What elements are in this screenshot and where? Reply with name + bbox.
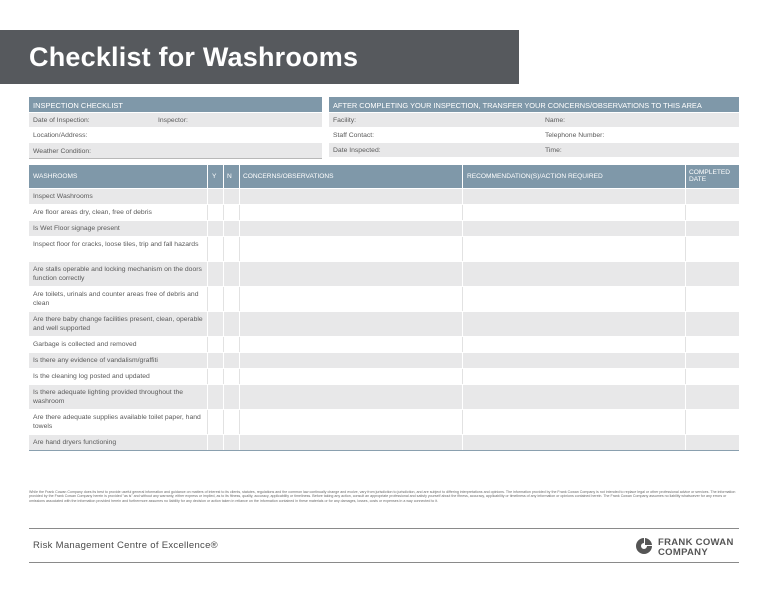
table-row bbox=[29, 262, 739, 286]
table-row bbox=[29, 221, 739, 236]
washrooms-table-header bbox=[29, 165, 739, 188]
frank-cowan-logo-text bbox=[658, 538, 734, 558]
risk-management-label: Risk Management Centre of Excellence® bbox=[33, 540, 218, 551]
checklist-item-label: Are toilets, urinals and counter areas free of debris and clean bbox=[33, 291, 199, 307]
checklist-item-label: Garbage is collected and removed bbox=[33, 341, 137, 348]
col-yes: Y bbox=[212, 173, 217, 180]
info-row-date-inspected bbox=[329, 143, 739, 157]
disclaimer-text: While the Frank Cowan Company does its best to provide useful general information and guidance on matters of interest to its clients, statutes, regulations and the common law continually change and evolve, vary from jurisdiction to jurisdiction, and are subject to differing interpretations and opinions. The information provided by the Frank Cowan Company is not intended to replace legal or other professional advice or services. The information provided by the Frank Cowan Company herein is provided "as is" and without any warranty, either express or implied, as to its fitness, quality, accuracy, applicability or timeliness. Before taking any action, consult an appropriate professional and satisfy yourself about the fitness, accuracy, applicability or timeliness of any information or opinions contained herein. The Frank Cowan Company assumes no liability whatsoever for any errors or omissions associated with the information provided herein and furthermore assumes no liability for any decision or action taken in reliance on the information contained in these materials or for any damages, losses, costs or expenses in a way connected to it. bbox=[29, 490, 736, 503]
checklist-item-label: Are there adequate supplies available toilet paper, hand towels bbox=[33, 414, 201, 430]
info-row-location bbox=[29, 128, 322, 142]
table-row bbox=[29, 237, 739, 261]
transfer-concerns-header-label: AFTER COMPLETING YOUR INSPECTION, TRANSFER YOUR CONCERNS/OBSERVATIONS TO THIS AREA bbox=[333, 101, 702, 110]
col-recommendation: RECOMMENDATION(S)/ACTION REQUIRED bbox=[467, 173, 603, 180]
logo-line-2: COMPANY bbox=[658, 547, 708, 558]
col-completed-date: COMPLETED DATE bbox=[689, 169, 731, 183]
col-washrooms: WASHROOMS bbox=[33, 173, 78, 180]
col-concerns: CONCERNS/OBSERVATIONS bbox=[243, 173, 334, 180]
checklist-item-label: Are floor areas dry, clean, free of debris bbox=[33, 209, 152, 216]
checklist-item-label: Inspect Washrooms bbox=[33, 193, 93, 200]
weather-label: Weather Condition: bbox=[33, 148, 92, 155]
checklist-item-label: Is the cleaning log posted and updated bbox=[33, 373, 150, 380]
location-label: Location/Address: bbox=[33, 132, 88, 139]
date-of-inspection-label: Date of Inspection: bbox=[33, 117, 90, 124]
info-row-date bbox=[29, 113, 322, 127]
col-no: N bbox=[227, 173, 232, 180]
inspection-checklist-header-label: INSPECTION CHECKLIST bbox=[33, 101, 124, 110]
inspection-checklist-header bbox=[29, 97, 322, 112]
info-row-facility bbox=[329, 113, 739, 127]
inspector-label: Inspector: bbox=[158, 117, 188, 124]
table-row bbox=[29, 337, 739, 352]
table-row bbox=[29, 410, 739, 434]
date-inspected-label: Date Inspected: bbox=[333, 147, 381, 154]
table-row bbox=[29, 205, 739, 220]
table-row bbox=[29, 287, 739, 311]
title-band bbox=[0, 30, 519, 84]
table-row bbox=[29, 369, 739, 384]
staff-contact-label: Staff Contact: bbox=[333, 132, 375, 139]
table-row bbox=[29, 353, 739, 368]
time-label: Time: bbox=[545, 147, 562, 154]
logo-line-1: FRANK COWAN bbox=[658, 537, 734, 548]
checklist-item-label: Is there adequate lighting provided throughout the washroom bbox=[33, 389, 184, 405]
info-row-weather bbox=[29, 143, 322, 159]
checklist-item-label: Are stalls operable and locking mechanism on the doors function correctly bbox=[33, 266, 202, 282]
facility-label: Facility: bbox=[333, 117, 357, 124]
checklist-item-label: Is Wet Floor signage present bbox=[33, 225, 120, 232]
table-row bbox=[29, 312, 739, 336]
telephone-label: Telephone Number: bbox=[545, 132, 605, 139]
footer-top-rule bbox=[29, 528, 739, 529]
table-row bbox=[29, 385, 739, 409]
transfer-concerns-header bbox=[329, 97, 739, 112]
table-bottom-rule bbox=[29, 450, 739, 451]
info-row-staff bbox=[329, 128, 739, 142]
page-title: Checklist for Washrooms bbox=[29, 42, 359, 72]
checklist-item-label: Are there baby change facilities present, clean, operable and well supported bbox=[33, 316, 203, 332]
footer-bottom-rule bbox=[29, 562, 739, 563]
name-label: Name: bbox=[545, 117, 566, 124]
checklist-item-label: Inspect floor for cracks, loose tiles, trip and fall hazards bbox=[33, 241, 199, 248]
checklist-item-label: Are hand dryers functioning bbox=[33, 439, 117, 446]
table-row bbox=[29, 435, 739, 450]
checklist-item-label: Is there any evidence of vandalism/graffiti bbox=[33, 357, 158, 364]
table-row bbox=[29, 189, 739, 204]
frank-cowan-logo-icon bbox=[634, 536, 654, 561]
